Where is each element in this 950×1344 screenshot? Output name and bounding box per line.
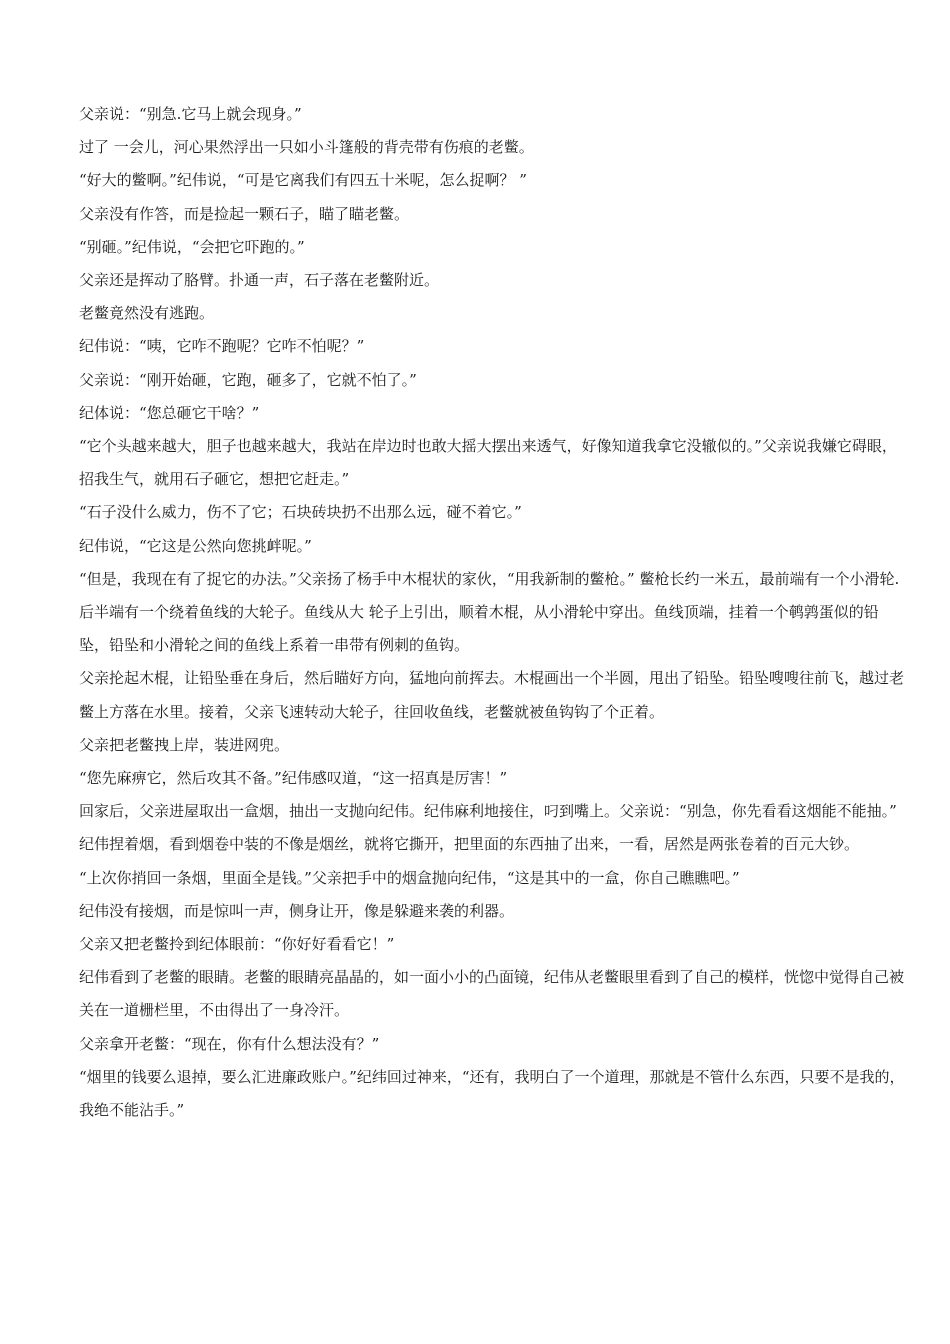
paragraph: “好大的鳖啊。”纪伟说，“可是它离我们有四五十米呢，怎么捉啊？ ” [79,171,527,190]
paragraph: 父亲说：“别急.它马上就会现身。” [79,105,302,123]
paragraph: 过了 一会儿，河心果然浮出一只如小斗篷般的背壳带有伤痕的老鳖。 [79,138,534,157]
paragraph: 纪体说：“您总砸它干啥？” [79,403,260,422]
paragraph: “您先麻痹它，然后攻其不备。”纪伟感叹道，“这一招真是厉害！” [79,769,508,788]
paragraph: 纪伟捏着烟，看到烟卷中装的不像是烟丝，就将它撕开，把里面的东西抽了出来，一看，居然是两张卷着的百元大钞。 [79,835,860,854]
paragraph: 回家后，父亲进屋取出一盒烟，抽出一支抛向纪伟。纪伟麻利地接住，叼到嘴上。父亲说：“别急，你先看看这烟能不能抽。” [79,802,897,821]
paragraph: 父亲没有作答，而是捡起一颗石子，瞄了瞄老鳖。 [79,204,410,223]
paragraph: 父亲拿开老鳖：“现在，你有什么想法没有？” [79,1034,380,1053]
paragraph: “别砸。”纪伟说，“会把它吓跑的。” [79,237,305,256]
paragraph: “烟里的钱要么退掉，要么汇进廉政账户。”纪纬回过神来，“还有，我明白了一个道理，那就是不管什么东西，只要不是我的，我绝不能沾手。” [79,1067,905,1120]
paragraph: 纪伟说，“它这是公然向您挑衅呢。” [79,536,312,555]
paragraph: 父亲又把老鳖拎到纪体眼前：“你好好看看它！” [79,935,395,954]
paragraph: 父亲说：“刚开始砸，它跑，砸多了，它就不怕了。” [79,370,417,389]
paragraph: 父亲抡起木棍，让铅坠垂在身后，然后瞄好方向，猛地向前挥去。木棍画出一个半圆，甩出了铅坠。铅坠嗖嗖往前飞，越过老鳖上方落在水里。接着，父亲飞速转动大轮子，往回收鱼线，老鳖就被鱼钩钩了个正着。 [79,669,905,721]
paragraph: 父亲还是挥动了胳臂。扑通一声，石子落在老鳖附近。 [79,271,440,290]
paragraph: 老鳖竟然没有逃跑。 [79,304,215,323]
paragraph: “石子没什么威力，伤不了它；石块砖块扔不出那么远，碰不着它。” [79,503,522,522]
paragraph: 父亲把老鳖拽上岸，装进网兜。 [79,735,290,754]
paragraph: “它个头越来越大，胆子也越来越大，我站在岸边时也敢大摇大摆出来透气，好像知道我拿它没辙似的。”父亲说我嫌它碍眼，招我生气，就用石子砸它，想把它赶走。” [79,437,897,489]
paragraph: “但是，我现在有了捉它的办法。”父亲扬了杨手中木棍状的家伙，“用我新制的鳖枪。” 鳖枪长约一米五，最前端有一个小滑轮.后半端有一个绕着鱼线的大轮子。鱼线从大 轮子上引出，顺着木棍，从小滑轮中穿出。鱼线顶端，挂着一个鹌鹑蛋似的铅坠，铅坠和小滑轮之间的鱼线上系着一串带有例刺的鱼钩。 [79,569,900,655]
paragraph: 纪伟说：“咦，它咋不跑呢？它咋不怕呢？” [79,337,365,356]
document-body [79,98,907,1127]
paragraph: “上次你捎回一条烟，里面全是钱。”父亲把手中的烟盒抛向纪伟，“这是其中的一盒，你自己瞧瞧吧。” [79,868,740,887]
paragraph: 纪伟没有接烟，而是惊叫一声，侧身让开，像是躲避来袭的利器。 [79,901,515,920]
paragraph: 纪伟看到了老鳖的眼睛。老鳖的眼睛亮晶晶的，如一面小小的凸面镜，纪伟从老鳖眼里看到了自己的模样，恍惚中觉得自己被关在一道栅栏里，不由得出了一身冷汗。 [79,968,905,1020]
